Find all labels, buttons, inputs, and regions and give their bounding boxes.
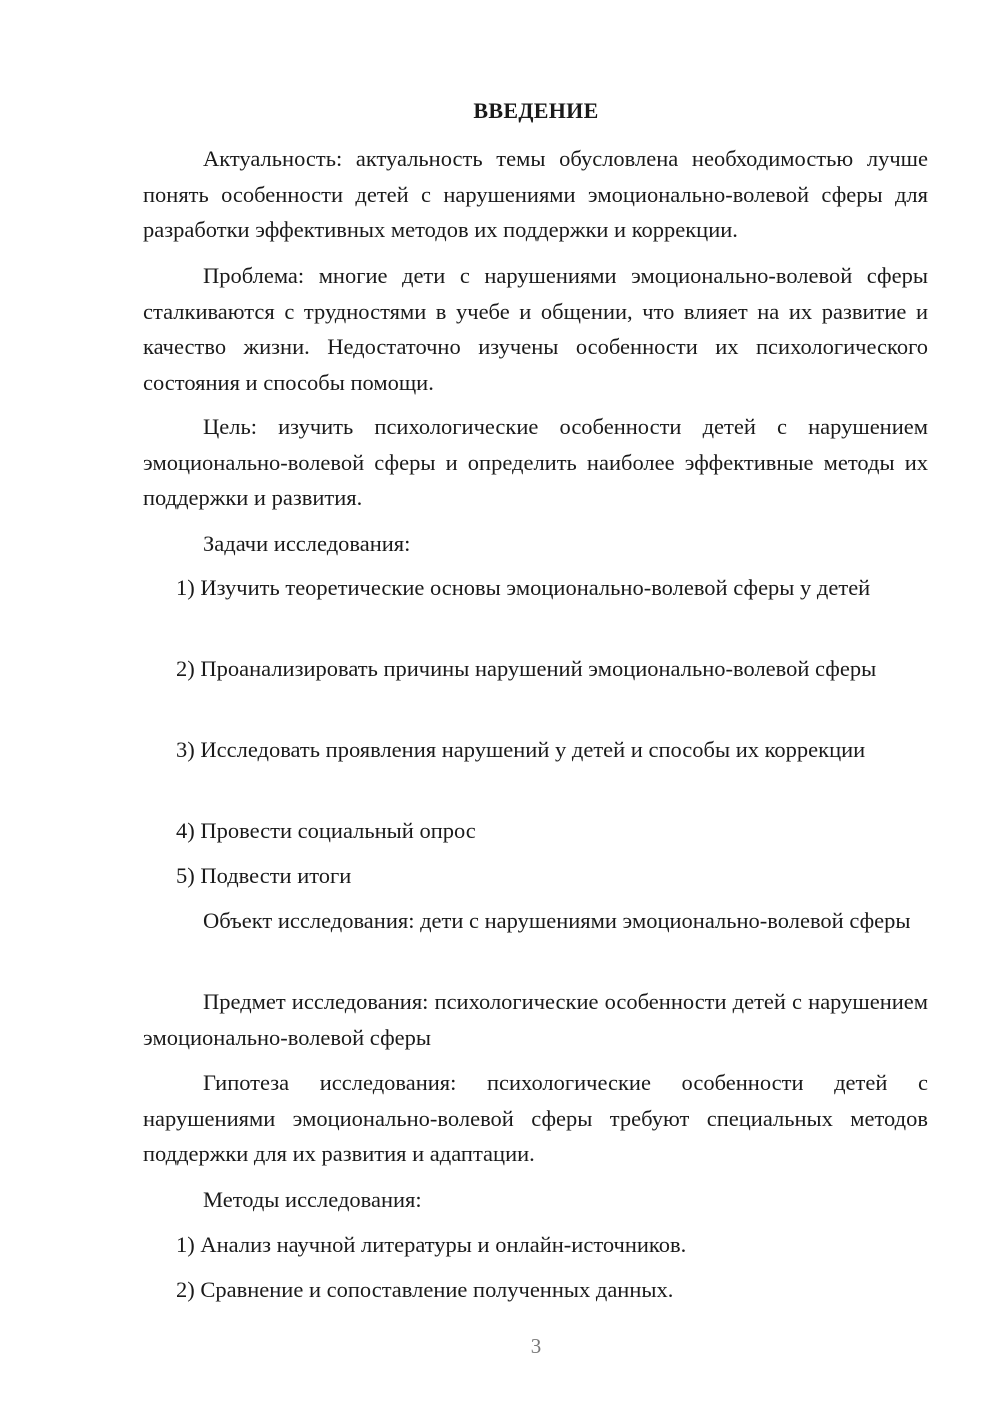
task-item-2: 2) Проанализировать причины нарушений эмоционально-волевой сферы: [176, 656, 877, 681]
task-item-4: 4) Провести социальный опрос: [176, 818, 476, 843]
paragraph-goal: Цель: изучить психологические особенности детей с нарушением эмоционально-волевой сферы и определить наиболее эффективные методы их поддержки и развития.: [143, 414, 928, 510]
method-item-1: 1) Анализ научной литературы и онлайн-источников.: [176, 1232, 687, 1257]
task-item-3: 3) Исследовать проявления нарушений у детей и способы их коррекции: [176, 737, 866, 762]
page-number: 3: [530, 1334, 542, 1358]
paragraph-relevance: Актуальность: актуальность темы обусловлена необходимостью лучше понять особенности детей с нарушениями эмоционально-волевой сферы для разработки эффективных методов их поддержки и коррекции.: [143, 146, 928, 242]
paragraph-problem: Проблема: многие дети с нарушениями эмоционально-волевой сферы сталкиваются с трудностями в учебе и общении, что влияет на их развитие и качество жизни. Недостаточно изучены особенности их психологического состояния и способы помощи.: [143, 263, 928, 395]
paragraph-tasks-heading: Задачи исследования:: [203, 531, 411, 556]
paragraph-methods-heading: Методы исследования:: [203, 1187, 422, 1212]
method-item-2: 2) Сравнение и сопоставление полученных данных.: [176, 1277, 674, 1302]
paragraph-hypothesis: Гипотеза исследования: психологические особенности детей с нарушениями эмоционально-волевой сферы требуют специальных методов поддержки для их развития и адаптации.: [143, 1070, 928, 1166]
task-item-5: 5) Подвести итоги: [176, 863, 352, 888]
paragraph-object: Объект исследования: дети с нарушениями эмоционально-волевой сферы: [203, 908, 911, 933]
paragraph-subject: Предмет исследования: психологические особенности детей с нарушением эмоционально-волевой сферы: [143, 989, 928, 1050]
task-item-1: 1) Изучить теоретические основы эмоционально-волевой сферы у детей: [176, 575, 871, 600]
page-title: ВВЕДЕНИЕ: [473, 98, 599, 123]
